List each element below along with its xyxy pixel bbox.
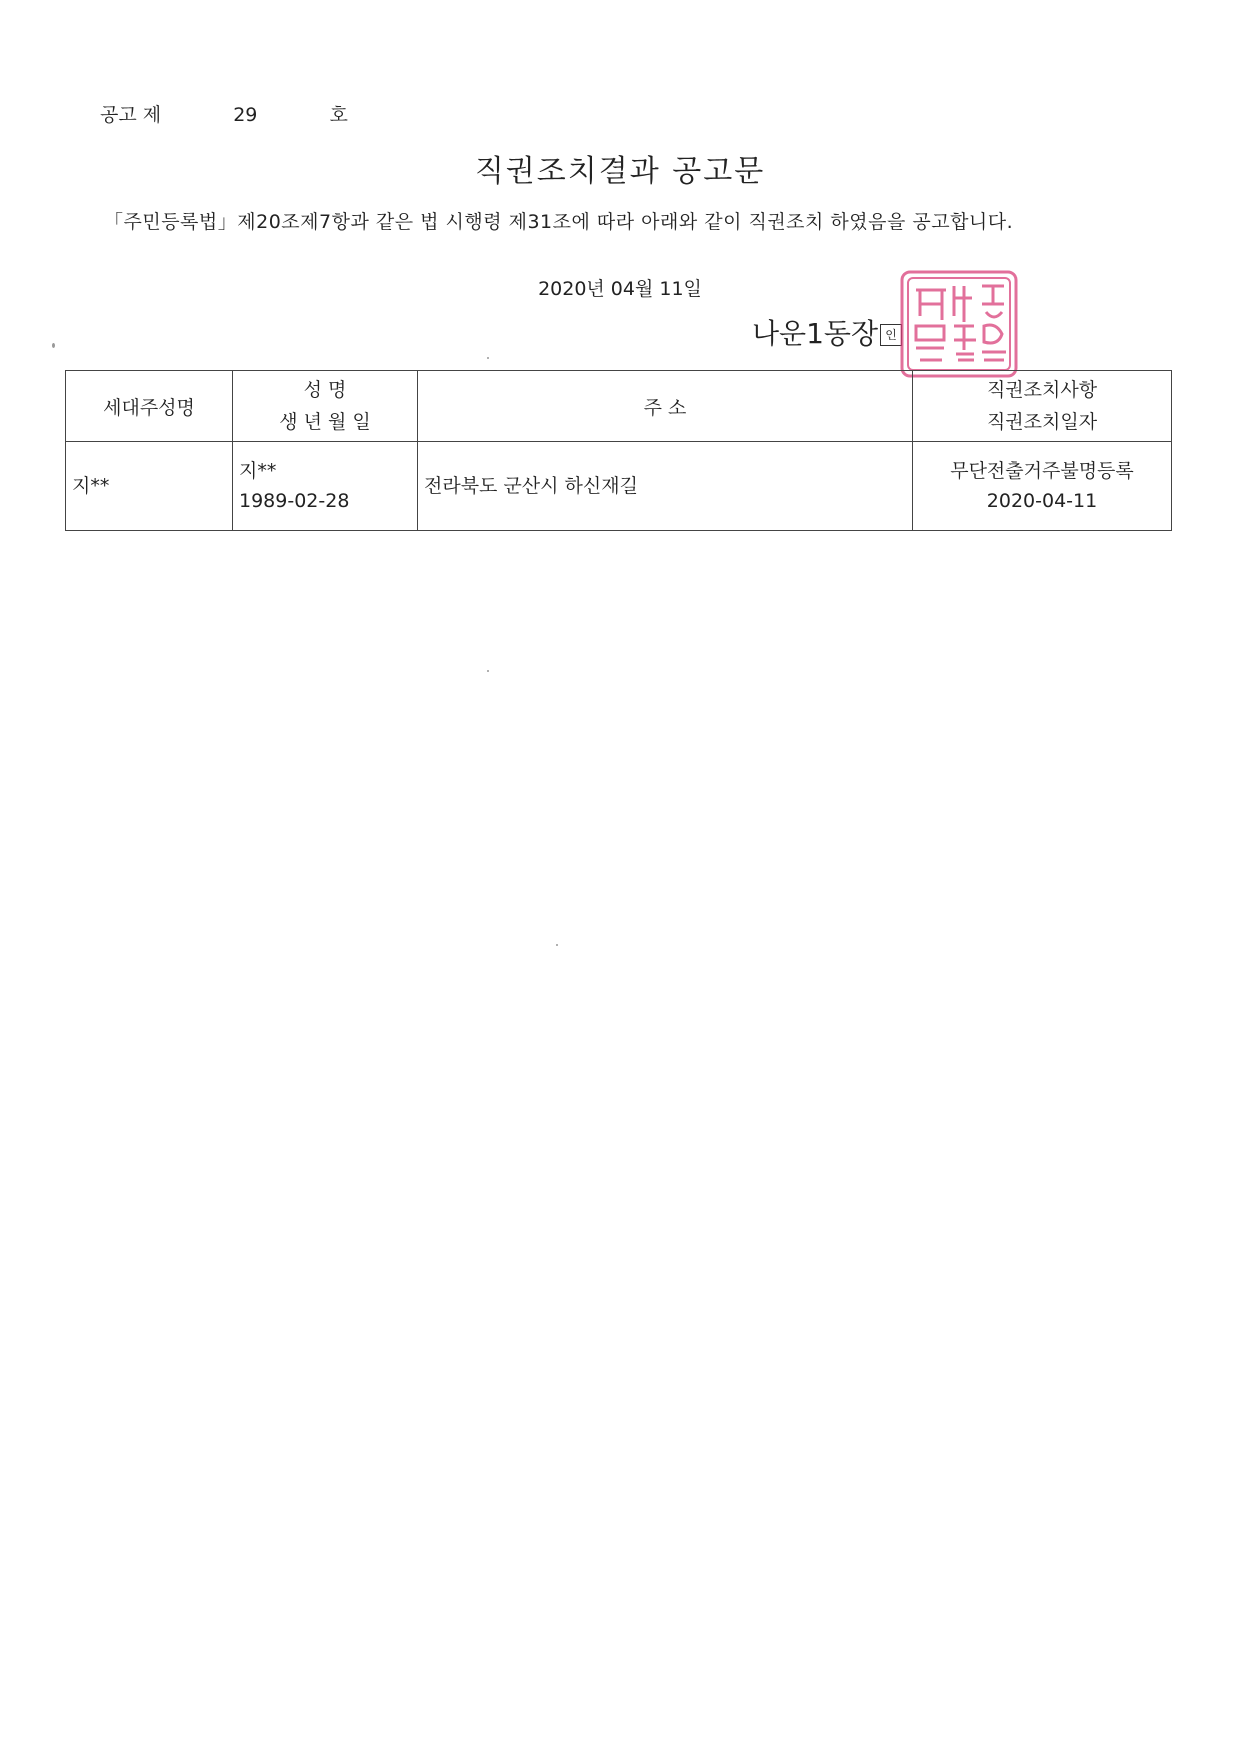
notice-body-text: 「주민등록법」제20조제7항과 같은 법 시행령 제31조에 따라 아래와 같이 직권조치 하였음을 공고합니다. [104,211,1014,233]
table-row [66,442,1172,531]
action-date-value: 2020-04-11 [986,490,1098,512]
scan-speck [487,357,489,359]
birth-value: 1989-02-28 [239,490,350,512]
official-seal-stamp [898,268,1020,380]
notice-date: 2020년 04월 11일 [538,278,702,300]
header-address-label: 주 소 [643,396,687,419]
header-householder-label: 세대주성명 [103,396,195,419]
notice-number: 29 [233,104,258,126]
header-action-date-label: 직권조치일자 [986,411,1098,433]
action-value: 무단전출거주불명등록 [950,460,1134,482]
header-birth-label: 생 년 월 일 [279,411,371,433]
action-result-table [65,370,1172,531]
header-action [913,371,1172,442]
signer-name: 나운1동장 [752,317,879,350]
header-action-label: 직권조치사항 [986,379,1098,401]
scan-speck [487,670,489,672]
document-title: 직권조치결과 공고문 [474,154,766,189]
cell-action [913,442,1172,531]
notice-suffix: 호 [329,104,348,126]
cell-householder [66,442,233,531]
scan-speck [52,343,55,348]
header-address [418,371,913,442]
householder-value: 지** [72,475,110,497]
signer-line [752,312,902,352]
name-value: 지** [239,460,277,482]
header-householder-name [66,371,233,442]
cell-name-birth [233,442,418,531]
cell-address [418,442,913,531]
header-name-birth [233,371,418,442]
seal-mark-box: 인 [880,324,902,346]
scan-speck [556,944,558,946]
notice-label: 공고 제 [100,104,162,126]
notice-number-line [100,100,348,127]
address-value: 전라북도 군산시 하신재길 [424,475,638,497]
header-name-label: 성 명 [303,379,347,401]
